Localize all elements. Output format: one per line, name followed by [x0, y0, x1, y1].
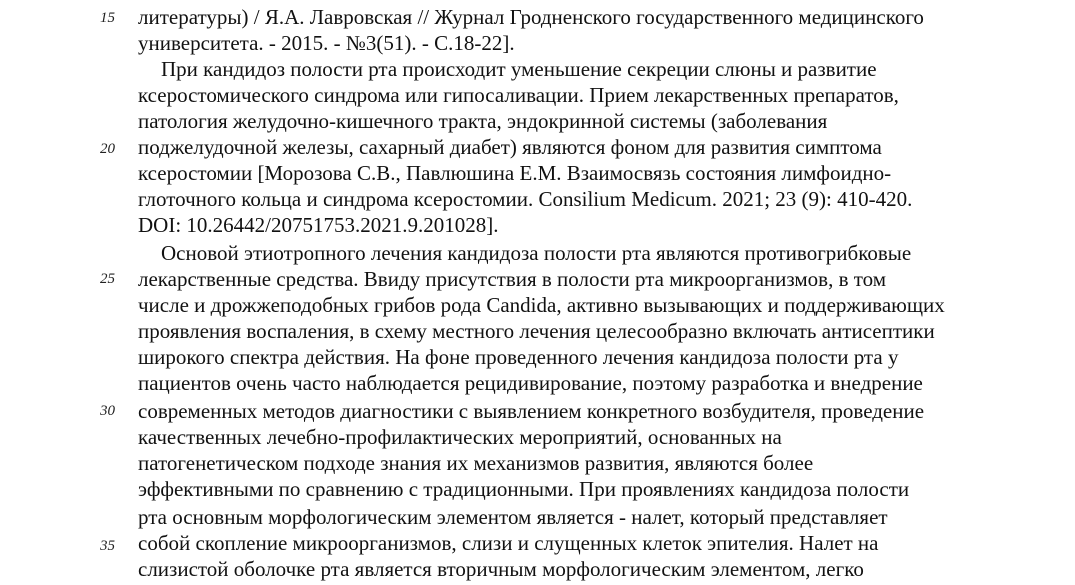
text-line: современных методов диагностики с выявлением конкретного возбудителя, проведение — [138, 399, 925, 423]
line-number-25: 25 — [100, 271, 115, 287]
text-line: патогенетическом подходе знания их механизмов развития, являются более — [138, 451, 814, 475]
text-line: ксеростомического синдрома или гипосаливации. Прием лекарственных препаратов, — [138, 83, 899, 107]
text-line: слизистой оболочке рта является вторичным морфологическим элементом, легко — [138, 557, 864, 581]
line-number-20: 20 — [100, 141, 115, 157]
text-line: числе и дрожжеподобных грибов рода Candida, активно вызывающих и поддерживающих — [138, 293, 945, 317]
text-line: рта основным морфологическим элементом является - налет, который представляет — [138, 505, 888, 529]
text-line: литературы) / Я.А. Лавровская // Журнал Гродненского государственного медицинского — [138, 5, 924, 29]
text-line: патология желудочно-кишечного тракта, эндокринной системы (заболевания — [138, 109, 828, 133]
text-line: собой скопление микроорганизмов, слизи и слущенных клеток эпителия. Налет на — [138, 531, 879, 555]
text-line: ксеростомии [Морозова С.В., Павлюшина Е.М. Взаимосвязь состояния лимфоидно- — [138, 161, 892, 185]
text-line: университета. - 2015. - №3(51). - С.18-22]. — [138, 31, 515, 55]
text-line: широкого спектра действия. На фоне проведенного лечения кандидоза полости рта у — [138, 345, 899, 369]
line-number-15: 15 — [100, 10, 115, 26]
text-line: качественных лечебно-профилактических мероприятий, основанных на — [138, 425, 782, 449]
text-line: проявления воспаления, в схему местного лечения целесообразно включать антисептики — [138, 319, 935, 343]
text-line: поджелудочной железы, сахарный диабет) являются фоном для развития симптома — [138, 135, 882, 159]
text-line: лекарственные средства. Ввиду присутствия в полости рта микроорганизмов, в том — [138, 267, 887, 291]
text-line: глоточного кольца и синдрома ксеростомии. Consilium Medicum. 2021; 23 (9): 410-420. — [138, 187, 913, 211]
paragraph-start-line: При кандидоз полости рта происходит уменьшение секреции слюны и развитие — [161, 57, 877, 81]
line-number-30: 30 — [100, 403, 115, 419]
text-line: пациентов очень часто наблюдается рецидивирование, поэтому разработка и внедрение — [138, 371, 923, 395]
paragraph-start-line: Основой этиотропного лечения кандидоза полости рта являются противогрибковые — [161, 241, 912, 265]
line-number-35: 35 — [100, 538, 115, 554]
text-line: эффективными по сравнению с традиционными. При проявлениях кандидоза полости — [138, 477, 910, 501]
text-line: DOI: 10.26442/20751753.2021.9.201028]. — [138, 213, 499, 237]
